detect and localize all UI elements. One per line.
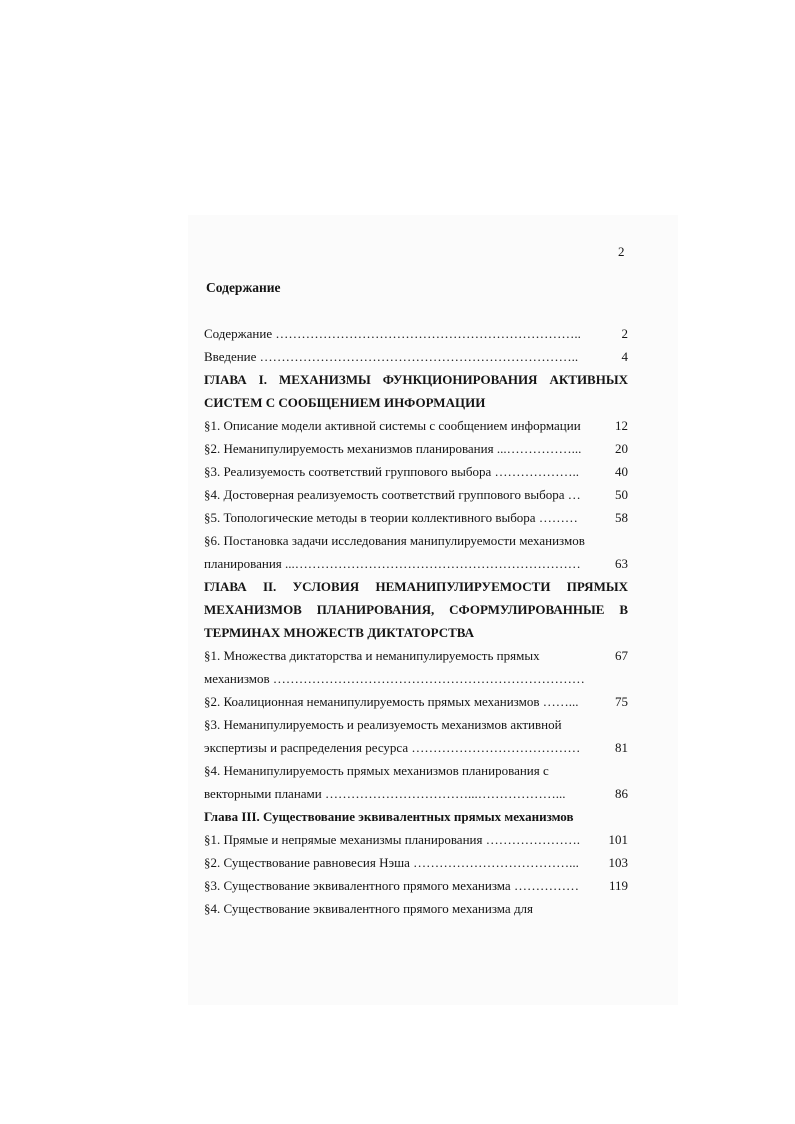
- toc-entry-ch2-s1-line-1[interactable]: [204, 644, 628, 667]
- toc-entry-title: Содержание ……………………………………………………………..: [204, 326, 581, 341]
- chapter-1-heading-line-1[interactable]: ГЛАВА I. МЕХАНИЗМЫ ФУНКЦИОНИРОВАНИЯ АКТИВНЫХ: [204, 372, 628, 387]
- toc-entry-ch1-s3[interactable]: [204, 460, 628, 483]
- toc-entry-ch2-s4-line-2[interactable]: [204, 782, 628, 805]
- toc-entry-title: §4. Неманипулируемость прямых механизмов планирования с: [204, 763, 549, 778]
- toc-entry-page: 58: [615, 510, 628, 525]
- chapter-2-heading-line-1[interactable]: ГЛАВА II. УСЛОВИЯ НЕМАНИПУЛИРУЕМОСТИ ПРЯМЫХ: [204, 579, 628, 594]
- chapter-3-heading[interactable]: Глава III. Существование эквивалентных прямых механизмов: [204, 809, 574, 824]
- toc-entry-ch1-s6-line-1[interactable]: [204, 529, 628, 552]
- toc-entry-title: §5. Топологические методы в теории коллективного выбора ………: [204, 510, 578, 525]
- chapter-2-heading-line-3[interactable]: ТЕРМИНАХ МНОЖЕСТВ ДИКТАТОРСТВА: [204, 625, 474, 640]
- chapter-2-heading-line-2[interactable]: МЕХАНИЗМОВ ПЛАНИРОВАНИЯ, СФОРМУЛИРОВАННЫЕ В: [204, 602, 628, 617]
- toc-entry-page: 2: [621, 326, 628, 341]
- toc-entry-contents[interactable]: [204, 322, 628, 345]
- chapter-1-heading-line-2[interactable]: СИСТЕМ С СООБЩЕНИЕМ ИНФОРМАЦИИ: [204, 395, 486, 410]
- table-of-contents: [204, 322, 628, 920]
- toc-entry-page: 75: [615, 694, 628, 709]
- toc-entry-title: механизмов ………………………………………………………………: [204, 671, 585, 686]
- toc-entry-title: §4. Существование эквивалентного прямого механизма для: [204, 901, 534, 916]
- toc-entry-ch1-s1[interactable]: [204, 414, 628, 437]
- toc-entry-ch3-s2[interactable]: [204, 851, 628, 874]
- toc-entry-title: §3. Неманипулируемость и реализуемость механизмов активной: [204, 717, 562, 732]
- toc-entry-introduction[interactable]: [204, 345, 628, 368]
- toc-entry-ch3-s3[interactable]: [204, 874, 628, 897]
- toc-entry-ch1-s4[interactable]: [204, 483, 628, 506]
- toc-entry-ch2-s2[interactable]: [204, 690, 628, 713]
- toc-entry-ch2-s4-line-1[interactable]: [204, 759, 628, 782]
- toc-entry-ch3-s1[interactable]: [204, 828, 628, 851]
- toc-entry-page: 119: [608, 878, 628, 893]
- toc-entry-title: векторными планами ……………………………...………………...: [204, 786, 566, 801]
- toc-entry-ch2-s3-line-1[interactable]: [204, 713, 628, 736]
- toc-entry-page: 63: [615, 556, 628, 571]
- toc-entry-title: §1. Описание модели активной системы с сообщением информации: [204, 418, 581, 433]
- toc-entry-title: §1. Прямые и непрямые механизмы планирования ………………….: [204, 832, 580, 847]
- toc-entry-title: §1. Множества диктаторства и неманипулируемость прямых: [204, 648, 540, 663]
- toc-entry-page: 67: [615, 648, 628, 663]
- toc-entry-ch3-s4[interactable]: [204, 897, 628, 920]
- toc-entry-title: Введение ………………………………………………………………..: [204, 349, 579, 364]
- toc-entry-page: 20: [615, 441, 628, 456]
- toc-entry-page: 101: [608, 832, 628, 847]
- toc-entry-ch1-s2[interactable]: [204, 437, 628, 460]
- toc-entry-title: §2. Неманипулируемость механизмов планирования ...……………...: [204, 441, 582, 456]
- toc-entry-page: 40: [615, 464, 628, 479]
- toc-entry-ch2-s3-line-2[interactable]: [204, 736, 628, 759]
- toc-entry-title: §2. Коалиционная неманипулируемость прямых механизмов ……...: [204, 694, 579, 709]
- toc-entry-title: планирования ...…………………………………………………………: [204, 556, 581, 571]
- page-heading: Содержание: [206, 280, 281, 295]
- toc-entry-title: §4. Достоверная реализуемость соответствий группового выбора …: [204, 487, 581, 502]
- toc-entry-ch1-s6-line-2[interactable]: [204, 552, 628, 575]
- toc-entry-page: 86: [615, 786, 628, 801]
- toc-entry-page: 4: [621, 349, 628, 364]
- toc-entry-title: §3. Существование эквивалентного прямого механизма ……………: [204, 878, 579, 893]
- toc-entry-ch1-s5[interactable]: [204, 506, 628, 529]
- toc-entry-title: экспертизы и распределения ресурса …………………………………: [204, 740, 581, 755]
- page-number: 2: [618, 244, 625, 259]
- toc-entry-page: 103: [608, 855, 628, 870]
- toc-entry-page: 50: [615, 487, 628, 502]
- toc-entry-title: §3. Реализуемость соответствий группового выбора ………………..: [204, 464, 580, 479]
- toc-entry-page: 81: [615, 740, 628, 755]
- toc-entry-page: 12: [615, 418, 628, 433]
- toc-entry-title: §6. Постановка задачи исследования манипулируемости механизмов: [204, 533, 585, 548]
- toc-entry-title: §2. Существование равновесия Нэша ………………………………...: [204, 855, 579, 870]
- toc-entry-ch2-s1-line-2[interactable]: [204, 667, 628, 690]
